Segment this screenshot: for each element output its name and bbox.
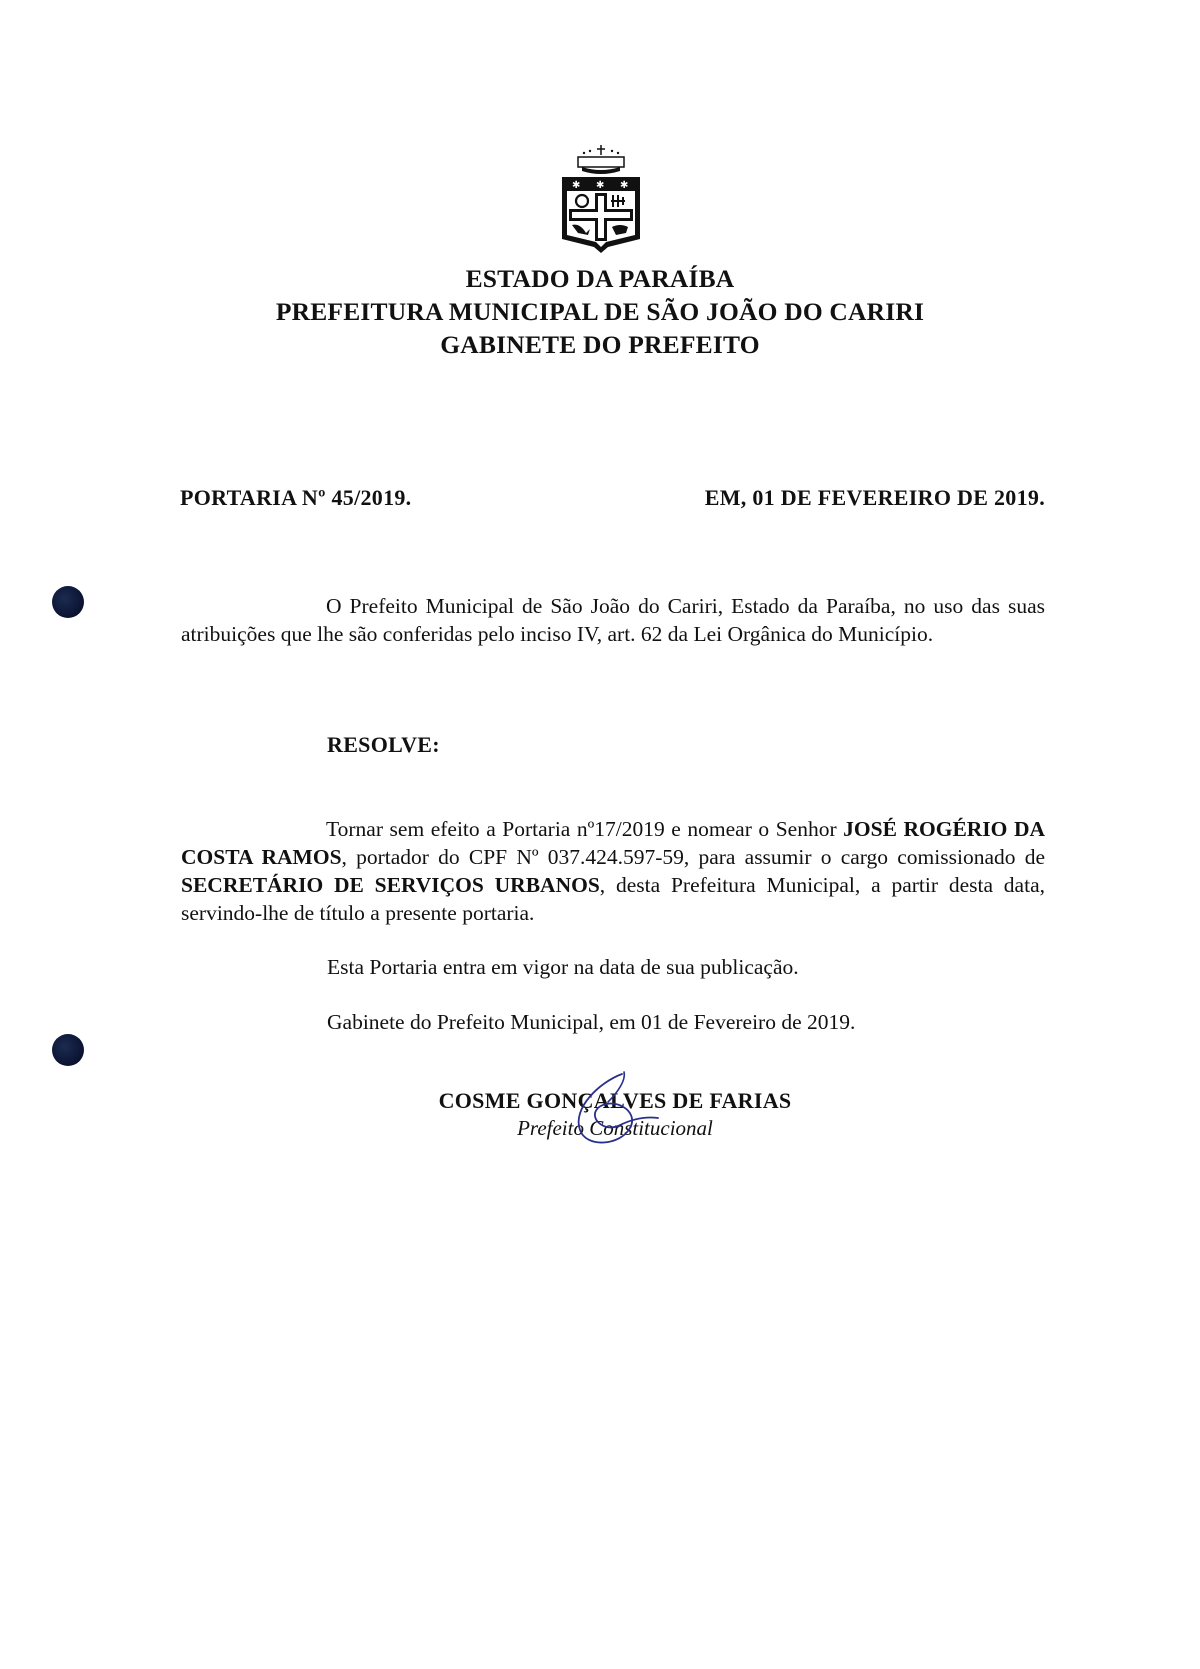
signatory-name: COSME GONÇALVES DE FARIAS	[438, 1088, 792, 1113]
intro-text: O Prefeito Municipal de São João do Cariri, Estado da Paraíba, no uso das suas atribuições que lhe são conferidas pelo inciso IV, art. 62 da Lei Orgânica do Município.	[181, 594, 1045, 646]
header-office: GABINETE DO PREFEITO	[440, 330, 760, 359]
appointee-name: JOSÉ ROGÉRIO DA COSTA RAMOS	[181, 817, 1045, 869]
body-part3: , desta Prefeitura Municipal, a partir desta data, servindo-lhe de título a presente portaria.	[181, 873, 1045, 925]
signature-mark	[560, 1068, 670, 1158]
intro-paragraph	[181, 592, 1045, 648]
appointed-position: SECRETÁRIO DE SERVIÇOS URBANOS	[181, 873, 600, 897]
punch-hole-top	[52, 586, 84, 618]
header-municipality: PREFEITURA MUNICIPAL DE SÃO JOÃO DO CARIRI	[275, 297, 925, 326]
portaria-date: EM, 01 DE FEVEREIRO DE 2019.	[704, 485, 1045, 510]
header-state: ESTADO DA PARAÍBA	[465, 264, 735, 293]
body-part1: Tornar sem efeito a Portaria nº17/2019 e nomear o Senhor	[326, 817, 844, 841]
body-part2: , portador do CPF Nº 037.424.597-59, para assumir o cargo comissionado de	[341, 845, 1045, 869]
vigor-clause: Esta Portaria entra em vigor na data de sua publicação.	[327, 955, 799, 979]
coat-of-arms-icon	[558, 143, 644, 255]
svg-text:✱: ✱	[596, 180, 605, 191]
gabinete-date-line: Gabinete do Prefeito Municipal, em 01 de Fevereiro de 2019.	[327, 1010, 856, 1034]
body-paragraph	[181, 815, 1045, 927]
svg-text:✱: ✱	[572, 180, 581, 191]
punch-hole-bottom	[52, 1034, 84, 1066]
letterhead	[0, 262, 1200, 361]
portaria-number: PORTARIA Nº 45/2019.	[180, 485, 412, 510]
svg-text:✱: ✱	[620, 180, 629, 191]
signatory-title: Prefeito Constitucional	[517, 1116, 713, 1140]
resolve-label: RESOLVE:	[327, 732, 440, 757]
